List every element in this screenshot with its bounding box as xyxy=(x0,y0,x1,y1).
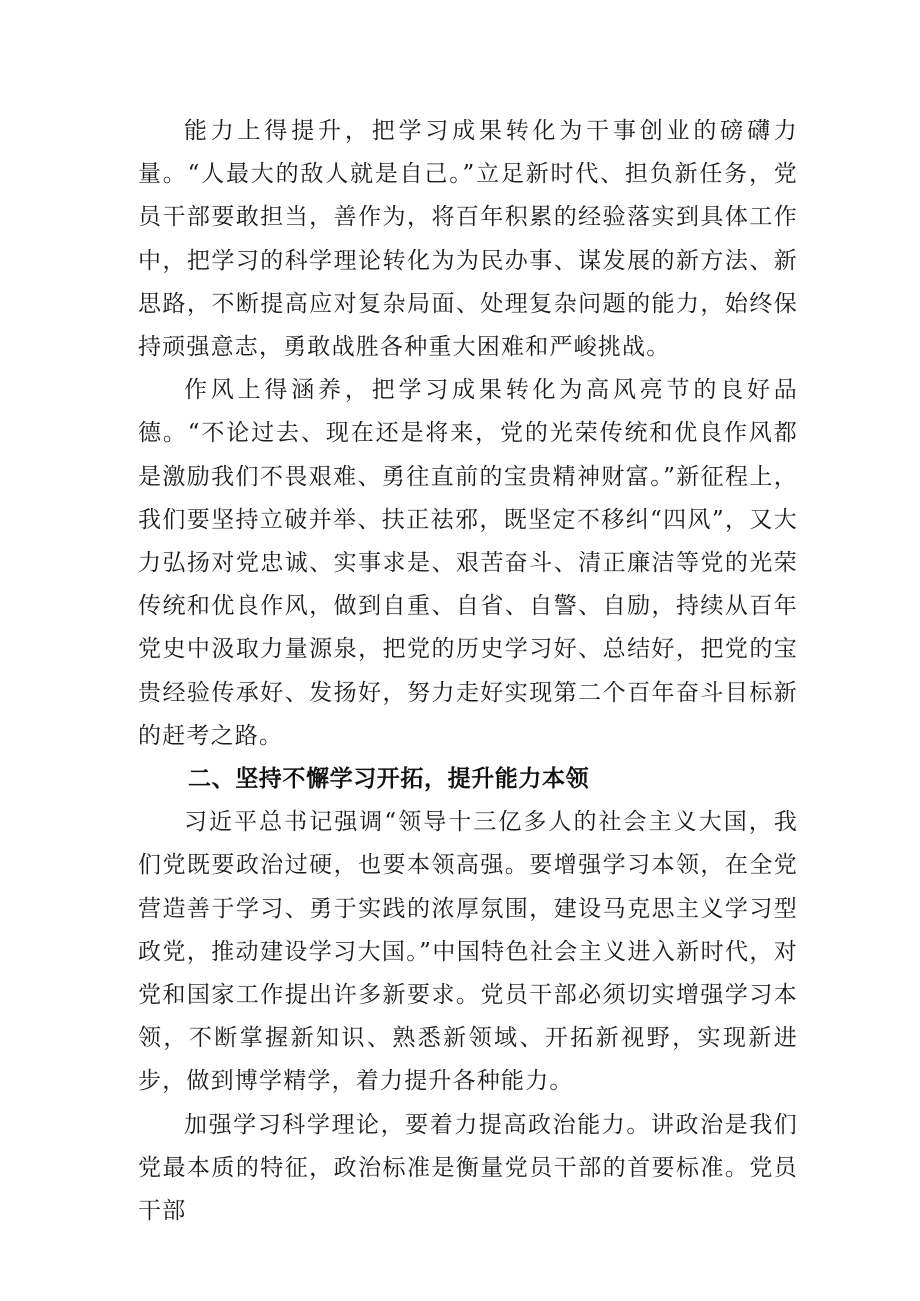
paragraph-learning: 习近平总书记强调“领导十三亿多人的社会主义大国，我们党既要政治过硬，也要本领高强。要增强学习本领，在全党营造善于学习、勇于实践的浓厚氛围，建设马克思主义学习型政党，推动建设学习大国。”中国特色社会主义进入新时代，对党和国家工作提出许多新要求。党员干部必须切实增强学习本领，不断掌握新知识、熟悉新领域、开拓新视野，实现新进步，做到博学精学，着力提升各种能力。 xyxy=(138,809,798,1095)
paragraph-ability: 能力上得提升，把学习成果转化为干事创业的磅礴力量。“人最大的敌人就是自己。”立足新时代、担负新任务，党员干部要敢担当，善作为，将百年积累的经验落实到具体工作中，把学习的科学理论转化为为民办事、谋发展的新方法、新思路，不断提高应对复杂局面、处理复杂问题的能力，始终保持顽强意志，勇敢战胜各种重大困难和严峻挑战。 xyxy=(138,118,798,361)
section-heading: 二、坚持不懈学习开拓，提升能力本领 xyxy=(188,766,590,793)
paragraph-style: 作风上得涵养，把学习成果转化为高风亮节的良好品德。“不论过去、现在还是将来，党的光荣传统和优良作风都是激励我们不畏艰难、勇往直前的宝贵精神财富。”新征程上，我们要坚持立破并举、扶正祛邪，既坚定不移纠“四风”，又大力弘扬对党忠诚、实事求是、艰苦奋斗、清正廉洁等党的光荣传统和优良作风，做到自重、自省、自警、自励，持续从百年党史中汲取力量源泉，把党的历史学习好、总结好，把党的宝贵经验传承好、发扬好，努力走好实现第二个百年奋斗目标新的赶考之路。 xyxy=(138,377,798,749)
paragraph-political: 加强学习科学理论，要着力提高政治能力。讲政治是我们党最本质的特征，政治标准是衡量党员干部的首要标准。党员干部 xyxy=(138,1111,798,1225)
document-body xyxy=(138,110,798,1233)
